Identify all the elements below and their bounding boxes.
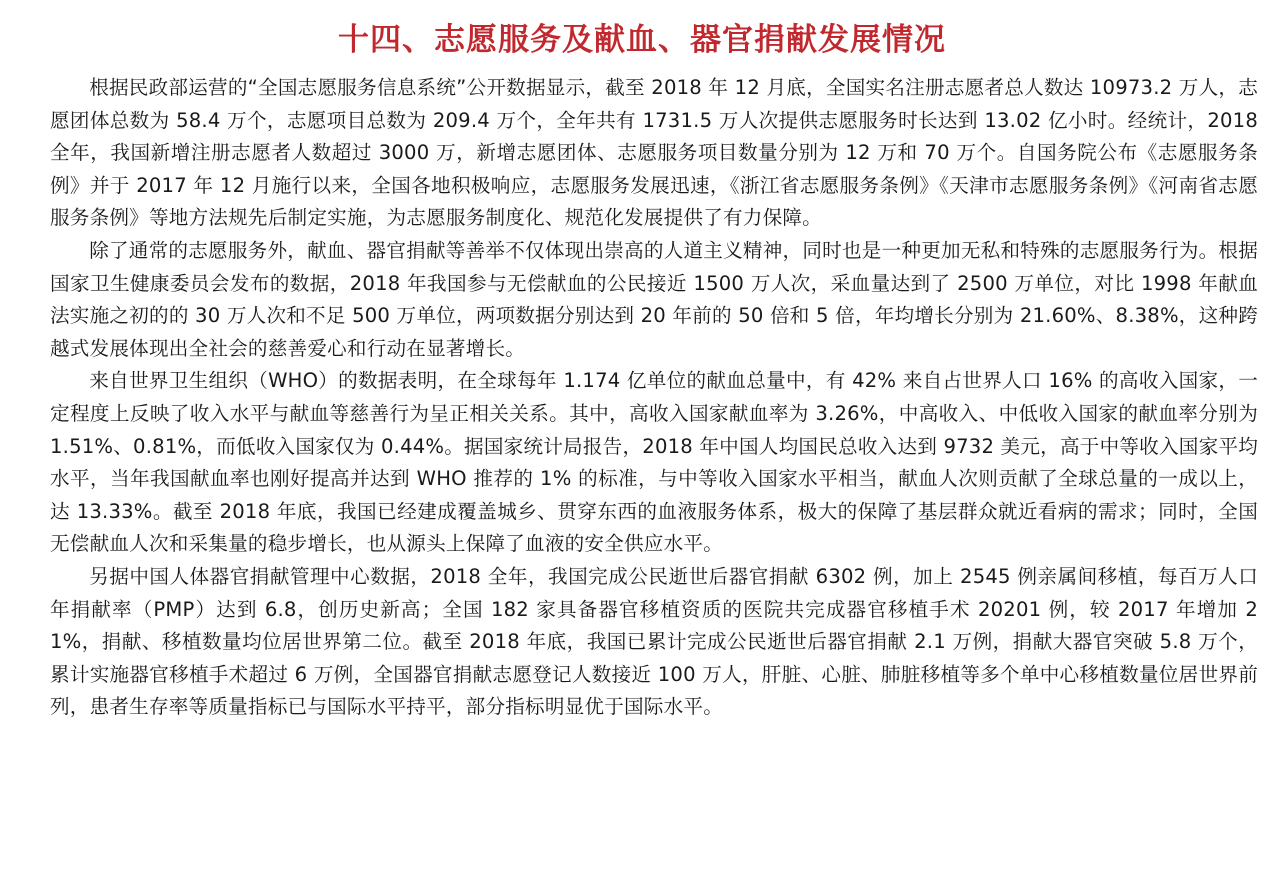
paragraph-who-data: 来自世界卫生组织（WHO）的数据表明，在全球每年 1.174 亿单位的献血总量中，有 42% 来自占世界人口 16% 的高收入国家，一定程度上反映了收入水平与献血等慈善行为呈正相关关系。其中，高收入国家献血率为 3.26%，中高收入、中低收入国家的献血率分别为 1.51%、0.81%，而低收入国家仅为 0.44%。据国家统计局报告，2018 年中国人均国民总收入达到 9732 美元，高于中等收入国家平均水平，当年我国献血率也刚好提高并达到 WHO 推荐的 1% 的标准，与中等收入国家水平相当，献血人次则贡献了全球总量的一成以上，达 13.33%。截至 2018 年底，我国已经建成覆盖城乡、贯穿东西的血液服务体系，极大的保障了基层群众就近看病的需求；同时，全国无偿献血人次和采集量的稳步增长，也从源头上保障了血液的安全供应水平。: [50, 369, 1258, 556]
paragraph-organ-donation: 另据中国人体器官捐献管理中心数据，2018 全年，我国完成公民逝世后器官捐献 6302 例，加上 2545 例亲属间移植，每百万人口年捐献率（PMP）达到 6.8，创历史新高；全国 182 家具备器官移植资质的医院共完成器官移植手术 20201 例，较 2017 年增加 21%，捐献、移植数量均位居世界第二位。截至 2018 年底，我国已累计完成公民逝世后器官捐献 2.1 万例，捐献大器官突破 5.8 万个，累计实施器官移植手术超过 6 万例，全国器官捐献志愿登记人数接近 100 万人，肝脏、心脏、肺脏移植等多个单中心移植数量位居世界前列，患者生存率等质量指标已与国际水平持平，部分指标明显优于国际水平。: [50, 564, 1258, 719]
section-title: 十四、志愿服务及献血、器官捐献发展情况: [338, 22, 946, 58]
paragraph-volunteer-service: 根据民政部运营的“全国志愿服务信息系统”公开数据显示，截至 2018 年 12 月底，全国实名注册志愿者总人数达 10973.2 万人，志愿团体总数为 58.4 万个，志愿项目总数为 209.4 万个，全年共有 1731.5 万人次提供志愿服务时长达到 13.02 亿小时。经统计，2018 全年，我国新增注册志愿者人数超过 3000 万，新增志愿团体、志愿服务项目数量分别为 12 万和 70 万个。自国务院公布《志愿服务条例》并于 2017 年 12 月施行以来，全国各地积极响应，志愿服务发展迅速，《浙江省志愿服务条例》《天津市志愿服务条例》《河南省志愿服务条例》等地方法规先后制定实施，为志愿服务制度化、规范化发展提供了有力保障。: [50, 76, 1258, 230]
paragraph-blood-donation: 除了通常的志愿服务外，献血、器官捐献等善举不仅体现出崇高的人道主义精神，同时也是一种更加无私和特殊的志愿服务行为。根据国家卫生健康委员会发布的数据，2018 年我国参与无偿献血的公民接近 1500 万人次，采血量达到了 2500 万单位，对比 1998 年献血法实施之初的的 30 万人次和不足 500 万单位，两项数据分别达到 20 年前的 50 倍和 5 倍，年均增长分别为 21.60%、8.38%，这种跨越式发展体现出全社会的慈善爱心和行动在显著增长。: [50, 238, 1258, 360]
